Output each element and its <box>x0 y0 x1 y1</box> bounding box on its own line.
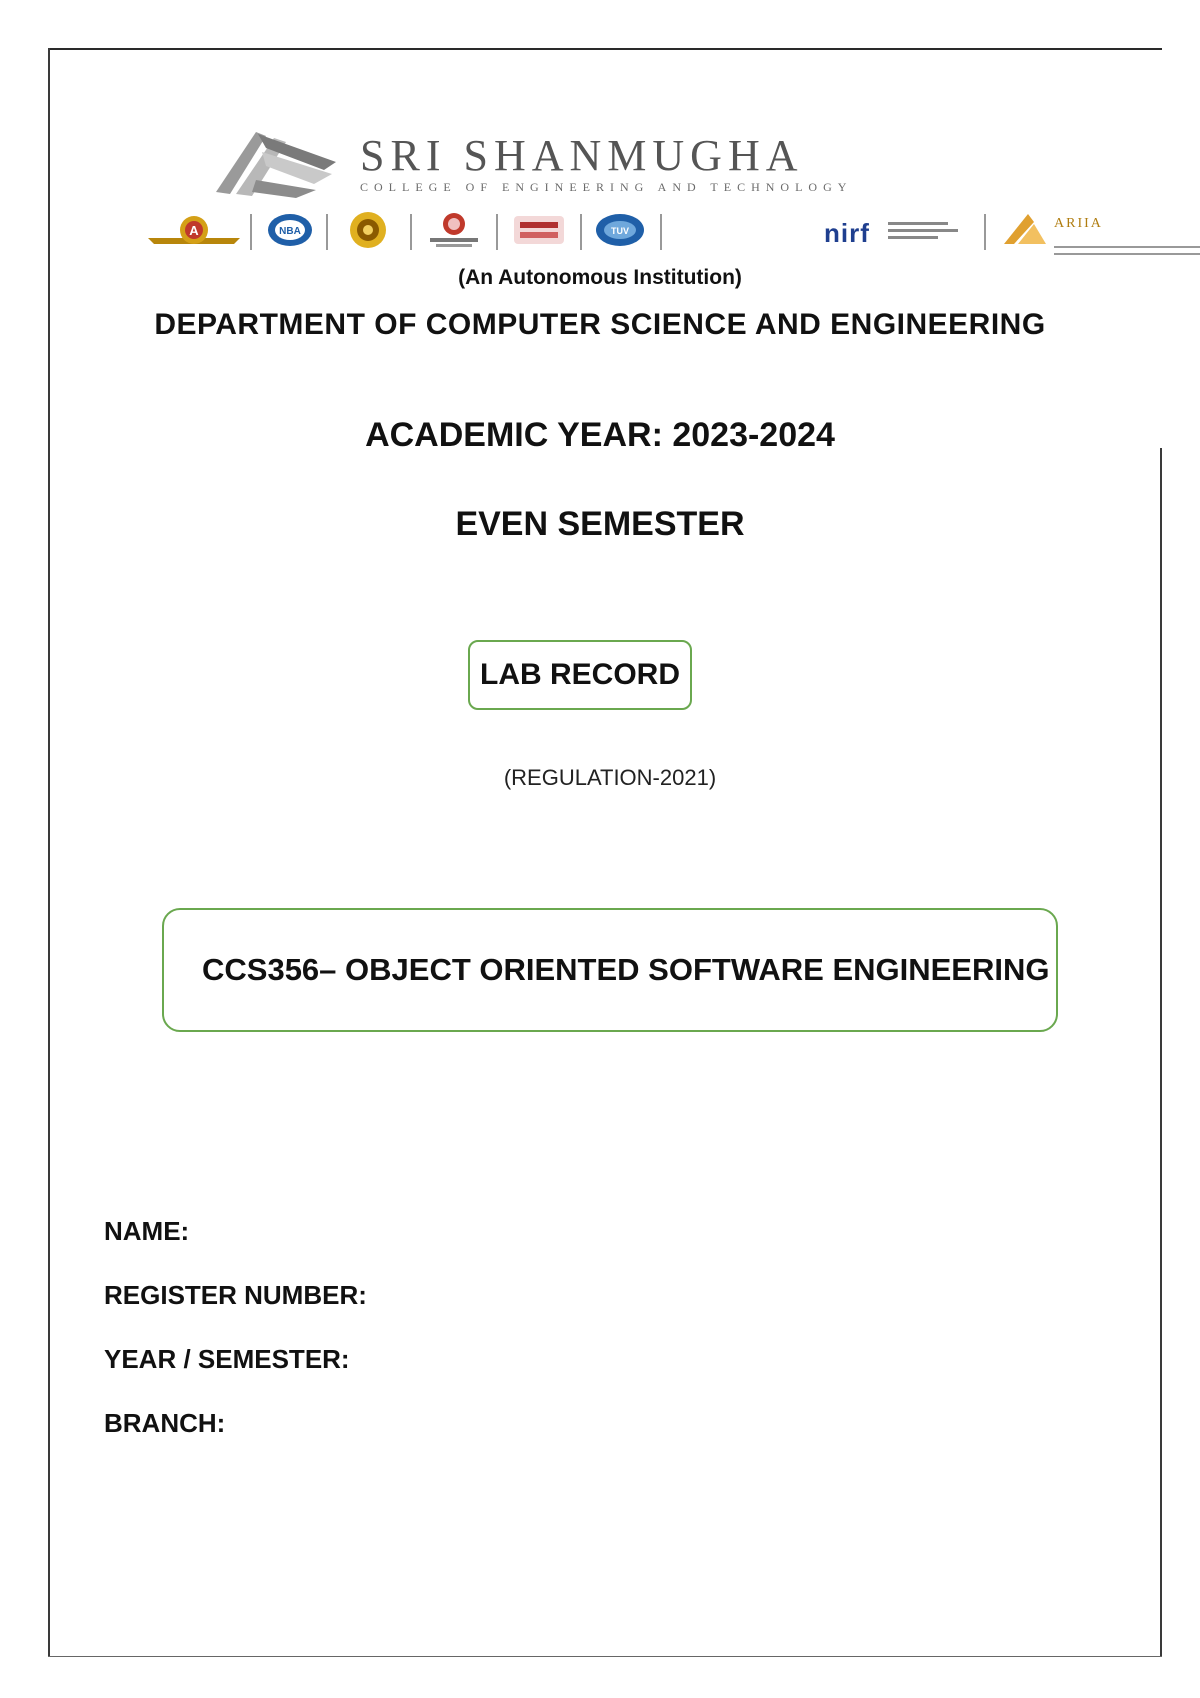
naac-a-icon <box>148 210 240 250</box>
accreditation-row <box>148 210 1103 252</box>
separator <box>410 214 412 250</box>
autonomous-note: (An Autonomous Institution) <box>458 266 742 289</box>
aicte-icon <box>338 210 398 250</box>
academic-year: ACADEMIC YEAR: 2023-2024 <box>365 416 835 454</box>
tuv-icon <box>592 210 648 250</box>
svg-text:NBA: NBA <box>279 226 301 237</box>
nirf-caption-icon <box>888 210 968 250</box>
name-field-label: NAME: <box>104 1216 190 1246</box>
ariia-label: ARIIA <box>1054 216 1103 231</box>
lab-record-box: LAB RECORD <box>468 640 692 710</box>
register-number-field-label: REGISTER NUMBER: <box>104 1280 367 1310</box>
course-title-box: CCS356– OBJECT ORIENTED SOFTWARE ENGINEERING <box>162 908 1058 1032</box>
ariia-icon <box>1000 210 1050 250</box>
anna-university-icon <box>508 210 570 250</box>
institution-name: SRI SHANMUGHA <box>360 131 804 180</box>
branch-field-label: BRANCH: <box>104 1408 226 1438</box>
frame-top-border <box>48 48 1162 50</box>
nirf-icon: nirf <box>824 218 870 248</box>
nba-icon <box>264 210 316 250</box>
ugc-icon <box>422 210 486 250</box>
frame-bottom-border <box>48 1656 1162 1657</box>
svg-text:TUV: TUV <box>611 226 629 236</box>
college-logo-icon <box>196 122 346 202</box>
separator <box>660 214 662 250</box>
separator <box>250 214 252 250</box>
svg-text:A: A <box>189 223 199 238</box>
separator <box>326 214 328 250</box>
regulation-text: (REGULATION-2021) <box>503 765 717 790</box>
separator <box>580 214 582 250</box>
department-title: DEPARTMENT OF COMPUTER SCIENCE AND ENGINEERING <box>154 308 1046 341</box>
separator <box>496 214 498 250</box>
frame-right-border <box>1160 448 1162 1657</box>
semester-title: EVEN SEMESTER <box>455 505 745 543</box>
institution-subtitle: COLLEGE OF ENGINEERING AND TECHNOLOGY <box>360 180 853 194</box>
separator <box>984 214 986 250</box>
year-semester-field-label: YEAR / SEMESTER: <box>104 1344 350 1374</box>
